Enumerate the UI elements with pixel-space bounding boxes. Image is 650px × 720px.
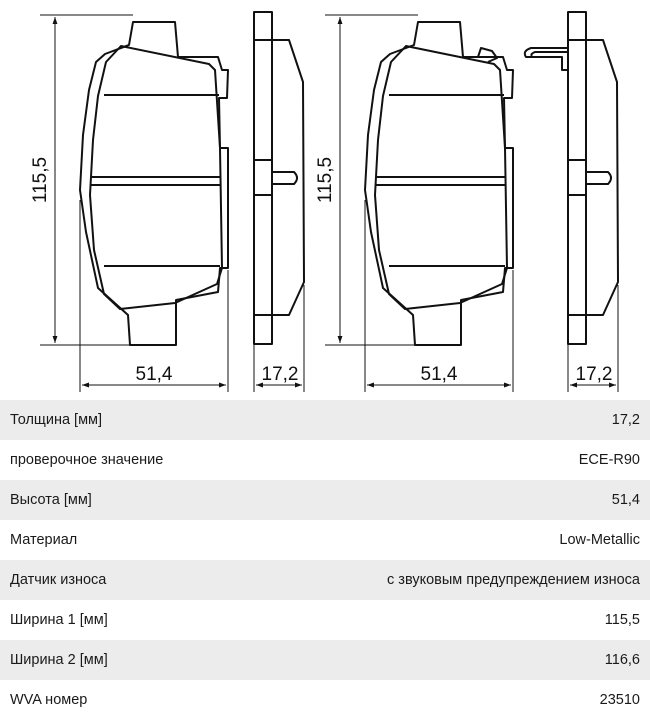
- right-pad-front-view: [365, 22, 513, 345]
- wear-sensor-tab: [478, 48, 497, 62]
- spec-label-material: Материал: [10, 532, 78, 548]
- left-side-clip: [272, 172, 297, 184]
- right-height-dim-label: 115,5: [315, 156, 336, 204]
- spec-value-wear-sensor: с звуковым предупреждением износа: [387, 572, 640, 588]
- table-row: [0, 680, 650, 720]
- table-row: [0, 520, 650, 560]
- left-width-dim-label: 51,4: [135, 364, 173, 385]
- left-side-backplate: [254, 12, 272, 344]
- table-row: [0, 560, 650, 600]
- table-row: [0, 600, 650, 640]
- left-thickness-dim-label: 17,2: [261, 364, 299, 385]
- table-row: [0, 480, 650, 520]
- left-side-friction: [272, 40, 304, 315]
- spec-value-material: Low-Metallic: [559, 532, 640, 548]
- table-row: [0, 640, 650, 680]
- spec-label-wear-sensor: Датчик износа: [10, 572, 107, 588]
- spec-value-height: 51,4: [611, 492, 640, 508]
- specs-table: [0, 400, 650, 720]
- spec-label-width-1: Ширина 1 [мм]: [10, 612, 108, 628]
- right-thickness-dim-label: 17,2: [575, 364, 613, 385]
- spec-value-width-2: 116,6: [604, 652, 640, 668]
- right-side-friction: [586, 40, 618, 315]
- spec-value-thickness: 17,2: [611, 412, 640, 428]
- spec-label-height: Высота [мм]: [10, 492, 92, 508]
- spec-label-wva-number: WVA номер: [10, 692, 88, 708]
- spec-value-test-value: ECE-R90: [578, 452, 640, 468]
- table-row: [0, 400, 650, 440]
- wear-sensor-spring-inner: [531, 52, 568, 56]
- spec-label-thickness: Толщина [мм]: [10, 412, 103, 428]
- right-pad-backplate: [365, 22, 513, 345]
- left-height-dim-label: 115,5: [30, 156, 51, 204]
- table-row: [0, 440, 650, 480]
- spec-label-width-2: Ширина 2 [мм]: [10, 652, 108, 668]
- spec-value-width-1: 115,5: [604, 612, 640, 628]
- right-pad-side-view: [525, 12, 618, 344]
- left-pad-backplate: [80, 22, 228, 345]
- spec-value-wva-number: 23510: [599, 692, 640, 708]
- left-pad-side-view: [254, 12, 304, 344]
- spec-label-test-value: проверочное значение: [10, 452, 164, 468]
- right-width-dim-label: 51,4: [420, 364, 458, 385]
- right-side-clip: [586, 172, 611, 184]
- right-side-backplate: [568, 12, 586, 344]
- left-pad-front-view: [80, 22, 228, 345]
